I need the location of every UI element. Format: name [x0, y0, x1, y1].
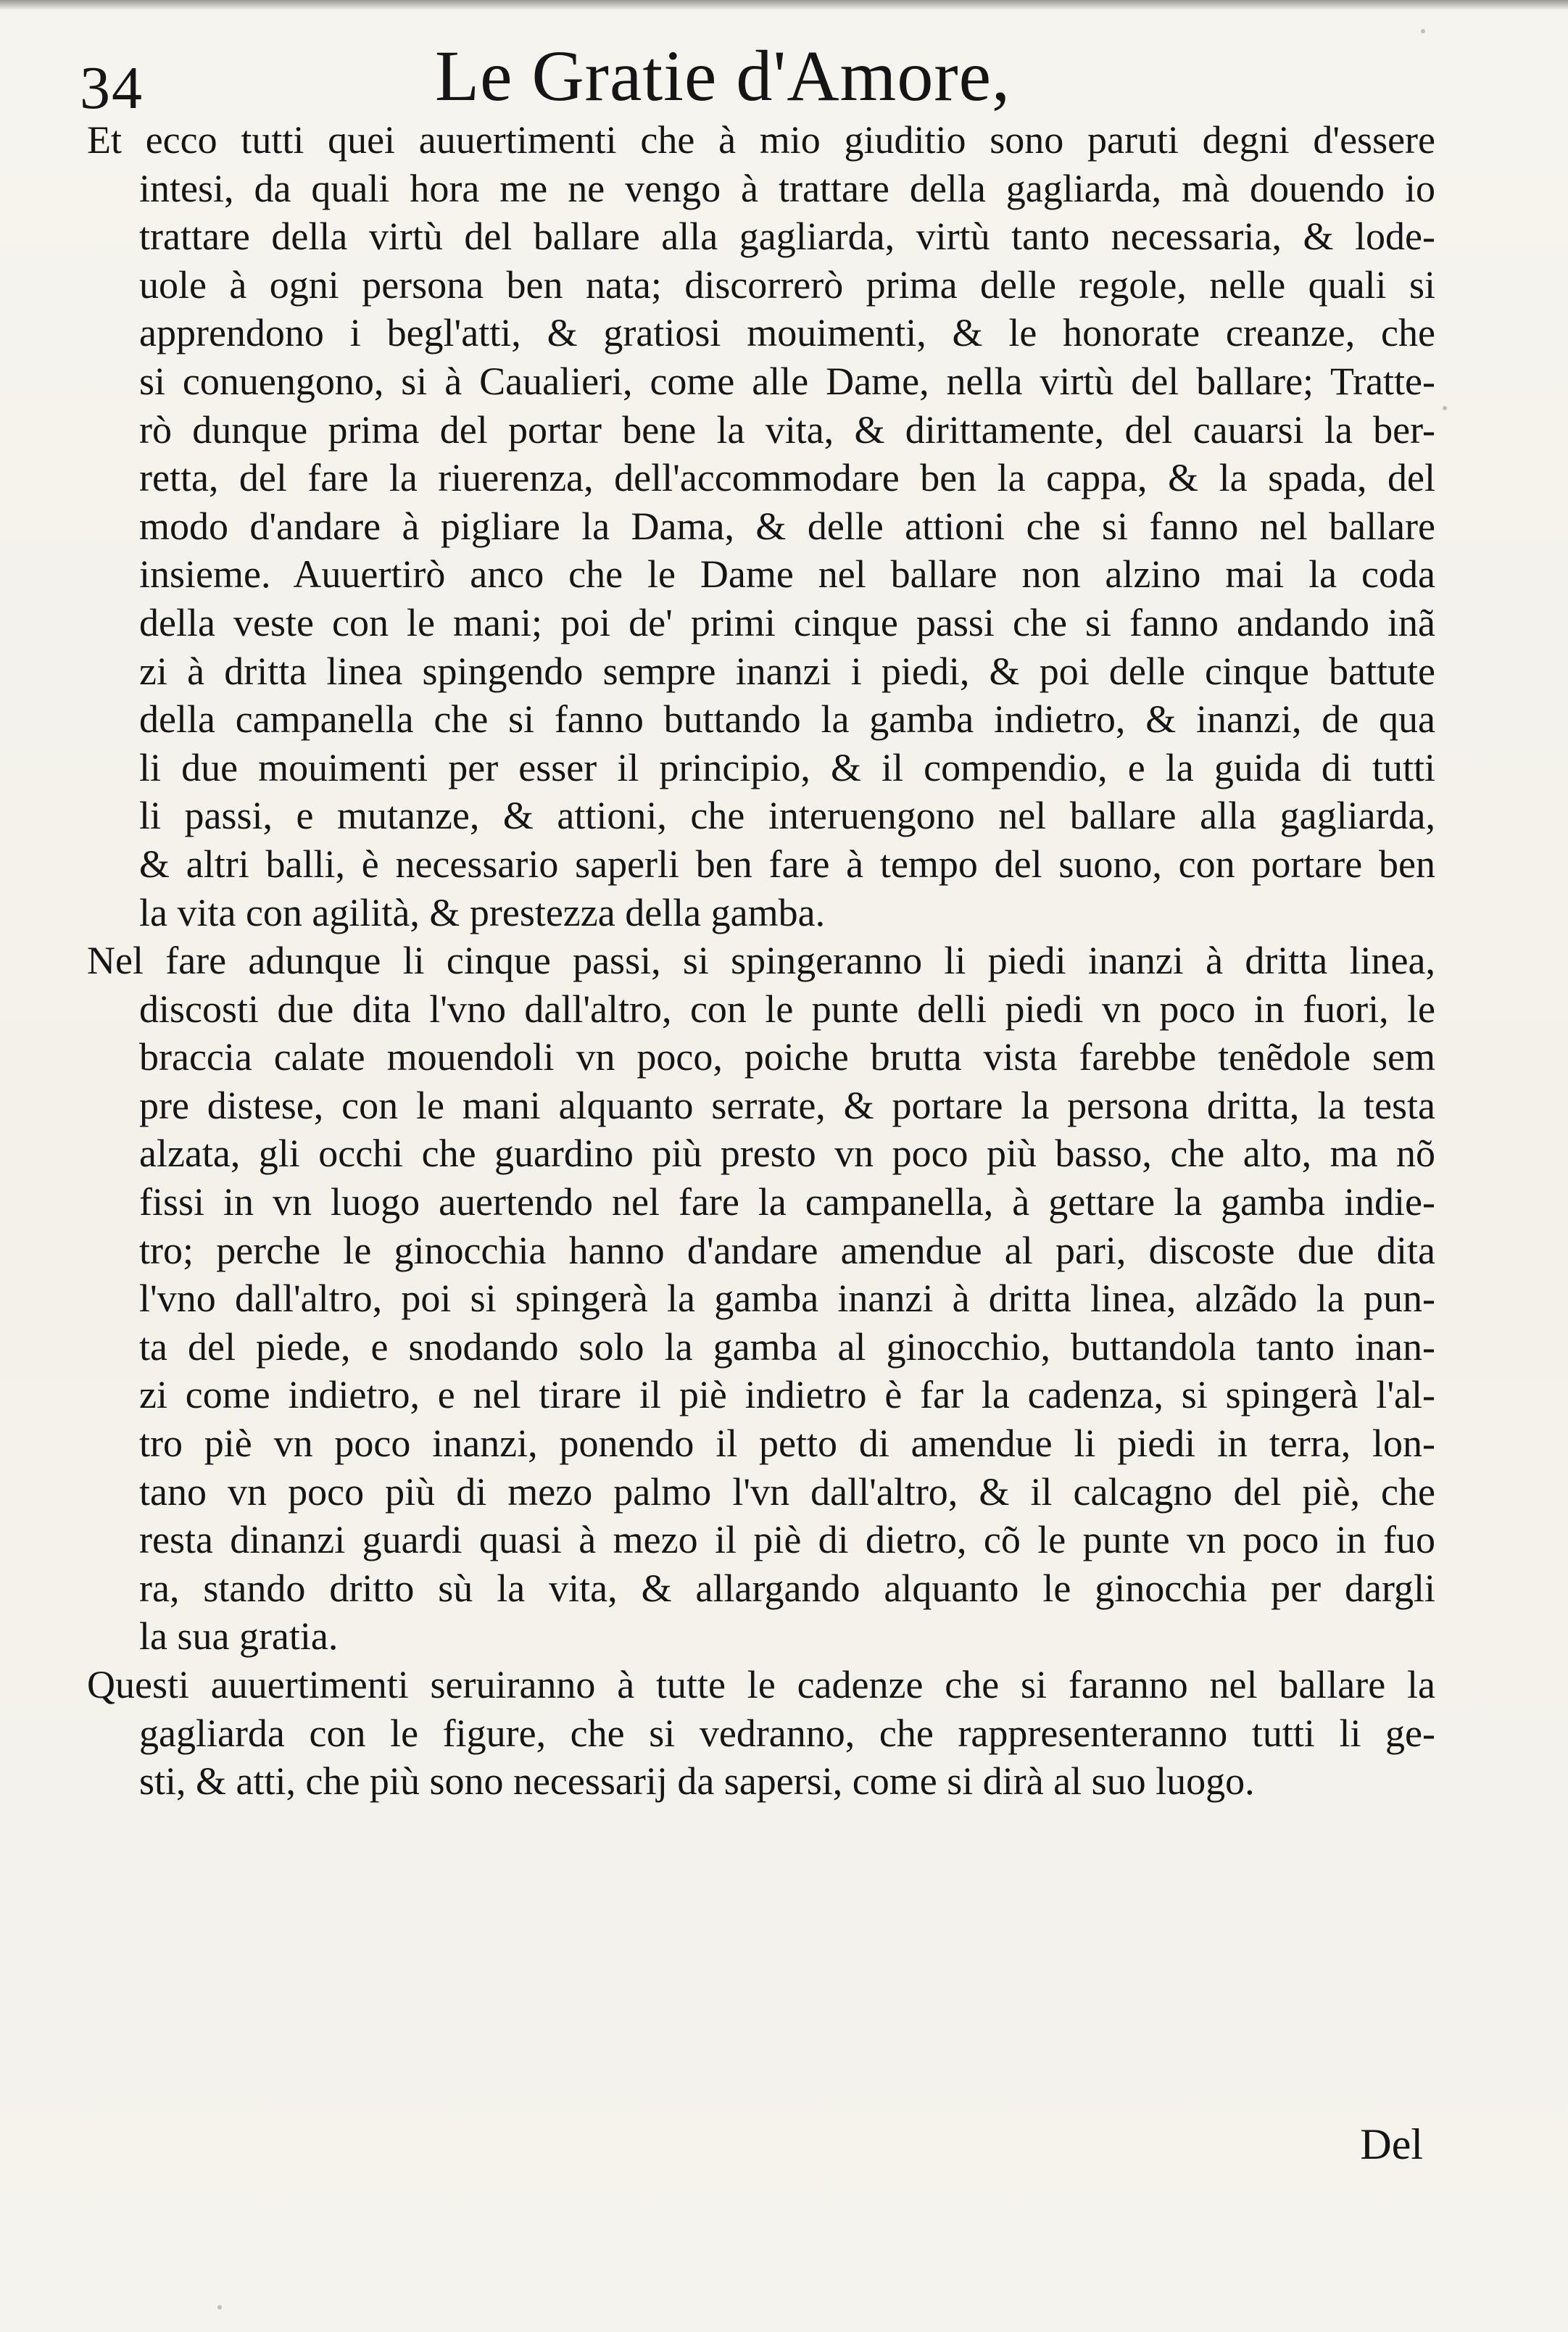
text-line: zi come indietro, e nel tirare il piè indietro è far la cadenza, si spingerà l'al- [139, 1373, 1435, 1417]
text-line: zi à dritta linea spingendo sempre inanzi i piedi, & poi delle cinque battute [139, 649, 1435, 693]
text-line: & altri balli, è necessario saperli ben fare à tempo del suono, con portare ben [139, 842, 1435, 886]
text-line: li due mouimenti per esser il principio, & il compendio, e la guida di tutti [139, 745, 1435, 789]
text-line: discosti due dita l'vno dall'altro, con le punte delli piedi vn poco in fuori, le [139, 987, 1435, 1031]
text-line: tro piè vn poco inanzi, ponendo il petto di amendue li piedi in terra, lon- [139, 1422, 1435, 1466]
text-line: retta, del fare la riuerenza, dell'accommodare ben la cappa, & la spada, del [139, 456, 1435, 500]
text-line: gagliarda con le figure, che si vedranno, che rappresenteranno tutti li ge- [139, 1711, 1435, 1755]
ink-speck [1421, 29, 1425, 33]
catchword: Del [1360, 2120, 1423, 2168]
body-text [87, 116, 1435, 1806]
running-title: Le Gratie d'Amore, [435, 36, 1011, 116]
text-line: modo d'andare à pigliare la Dama, & delle attioni che si fanno nel ballare [139, 504, 1435, 548]
text-line: trattare della virtù del ballare alla gagliarda, virtù tanto necessaria, & lode- [139, 215, 1435, 259]
text-line: sti, & atti, che più sono necessarij da sapersi, come si dirà al suo luogo. [139, 1759, 1255, 1804]
text-line: insieme. Auuertirò anco che le Dame nel ballare non alzino mai la coda [139, 552, 1435, 597]
paragraph-3 [87, 1661, 1435, 1806]
text-line: ra, stando dritto sù la vita, & allargando alquanto le ginocchia per dargli [139, 1566, 1435, 1610]
text-line: resta dinanzi guardi quasi à mezo il piè di dietro, cõ le punte vn poco in fuo [139, 1518, 1435, 1562]
text-line: la sua gratia. [139, 1614, 339, 1659]
text-line: si conuengono, si à Caualieri, come alle Dame, nella virtù del ballare; Tratte- [139, 359, 1435, 403]
ink-speck [1443, 406, 1447, 410]
scan-top-edge [0, 0, 1568, 10]
text-line: intesi, da quali hora me ne vengo à trattare della gagliarda, mà douendo io [139, 166, 1435, 210]
text-line: della veste con le mani; poi de' primi cinque passi che si fanno andando inã [139, 600, 1435, 644]
text-line: alzata, gli occhi che guardino più presto vn poco più basso, che alto, ma nõ [139, 1132, 1435, 1176]
text-line: apprendono i begl'atti, & gratiosi mouimenti, & le honorate creanze, che [139, 311, 1435, 355]
text-line: rò dunque prima del portar bene la vita, & dirittamente, del cauarsi la ber- [139, 407, 1435, 452]
page-number: 34 [80, 54, 144, 122]
text-line: tano vn poco più di mezo palmo l'vn dall'altro, & il calcagno del piè, che [139, 1469, 1435, 1514]
text-line: Nel fare adunque li cinque passi, si spingeranno li piedi inanzi à dritta linea, [87, 939, 1435, 983]
ink-speck [217, 2305, 222, 2310]
text-line: Questi auuertimenti seruiranno à tutte le cadenze che si faranno nel ballare la [87, 1663, 1435, 1706]
text-line: ta del piede, e snodando solo la gamba al ginocchio, buttandola tanto inan- [139, 1324, 1435, 1369]
text-line: braccia calate mouendoli vn poco, poiche brutta vista farebbe tenẽdole sem [139, 1035, 1435, 1079]
text-line: uole à ogni persona ben nata; discorrerò prima delle regole, nelle quali si [139, 262, 1435, 307]
text-line: Et ecco tutti quei auuertimenti che à mio giuditio sono paruti degni d'essere [87, 118, 1435, 162]
text-line: la vita con agilità, & prestezza della gamba. [139, 890, 826, 934]
text-line: l'vno dall'altro, poi si spingerà la gamba inanzi à dritta linea, alzãdo la pun- [139, 1277, 1435, 1321]
paragraph-1 [87, 116, 1435, 937]
paragraph-2 [87, 937, 1435, 1661]
text-line: fissi in vn luogo auertendo nel fare la campanella, à gettare la gamba indie- [139, 1180, 1435, 1224]
text-line: li passi, e mutanze, & attioni, che interuengono nel ballare alla gagliarda, [139, 794, 1435, 838]
text-line: pre distese, con le mani alquanto serrate, & portare la persona dritta, la testa [139, 1083, 1435, 1127]
text-line: della campanella che si fanno buttando la gamba indietro, & inanzi, de qua [139, 697, 1435, 742]
text-line: tro; perche le ginocchia hanno d'andare amendue al pari, discoste due dita [139, 1228, 1435, 1272]
